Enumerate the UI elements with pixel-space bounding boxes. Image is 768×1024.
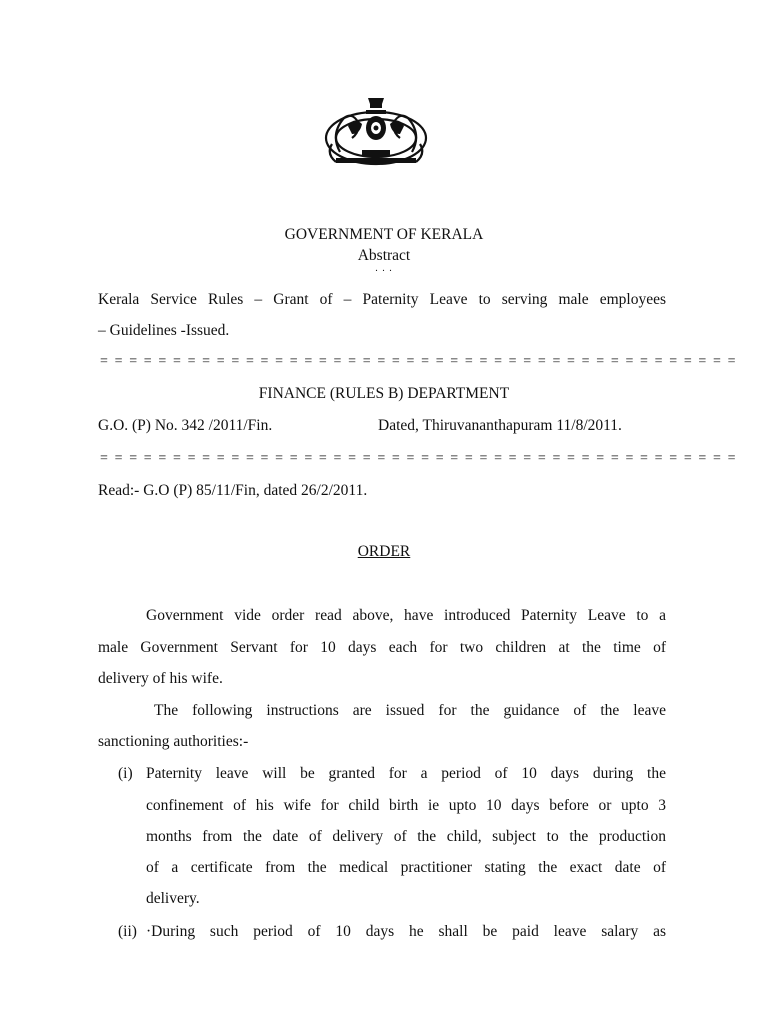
para1-line-2: male Government Servant for 10 days each for two children at the time of — [98, 639, 666, 656]
abstract-dots: . . . — [375, 263, 393, 274]
go-number: G.O. (P) No. 342 /2011/Fin. — [98, 417, 273, 434]
item-1-line-2: confinement of his wife for child birth ie upto 10 days before or upto 3 — [146, 797, 666, 814]
separator-bottom: = = = = = = = = = = = = = = = = = = = = = = = = = = = = = = = = = = = = = = = = = = = = — [100, 451, 738, 466]
government-title: GOVERNMENT OF KERALA — [284, 226, 484, 243]
item-2-line-1: ·During such period of 10 days he shall be paid leave salary as — [146, 923, 666, 940]
para2-line-1: The following instructions are issued for the guidance of the leave — [154, 702, 666, 719]
item-2-number: (ii) — [118, 923, 137, 940]
para2-line-2: sanctioning authorities:- — [98, 733, 249, 750]
department-title: FINANCE (RULES B) DEPARTMENT — [258, 385, 510, 402]
separator-top: = = = = = = = = = = = = = = = = = = = = = = = = = = = = = = = = = = = = = = = = = = = = — [100, 354, 738, 369]
subject-line-1: Kerala Service Rules – Grant of – Paternity Leave to serving male employees — [98, 291, 666, 308]
para1-line-3: delivery of his wife. — [98, 670, 223, 687]
order-title: ORDER — [357, 543, 411, 560]
item-1-line-5: delivery. — [146, 890, 200, 907]
para1-line-1: Government vide order read above, have introduced Paternity Leave to a — [146, 607, 666, 624]
item-1-line-1: Paternity leave will be granted for a period of 10 days during the — [146, 765, 666, 782]
abstract-label: Abstract — [357, 247, 411, 264]
go-date: Dated, Thiruvananthapuram 11/8/2011. — [378, 417, 622, 434]
item-1-number: (i) — [118, 765, 133, 782]
read-reference: Read:- G.O (P) 85/11/Fin, dated 26/2/2011. — [98, 482, 368, 499]
subject-line-2: – Guidelines -Issued. — [98, 322, 230, 339]
item-1-line-3: months from the date of delivery of the child, subject to the production — [146, 828, 666, 845]
kerala-emblem — [318, 92, 434, 170]
item-1-line-4: of a certificate from the medical practitioner stating the exact date of — [146, 859, 666, 876]
